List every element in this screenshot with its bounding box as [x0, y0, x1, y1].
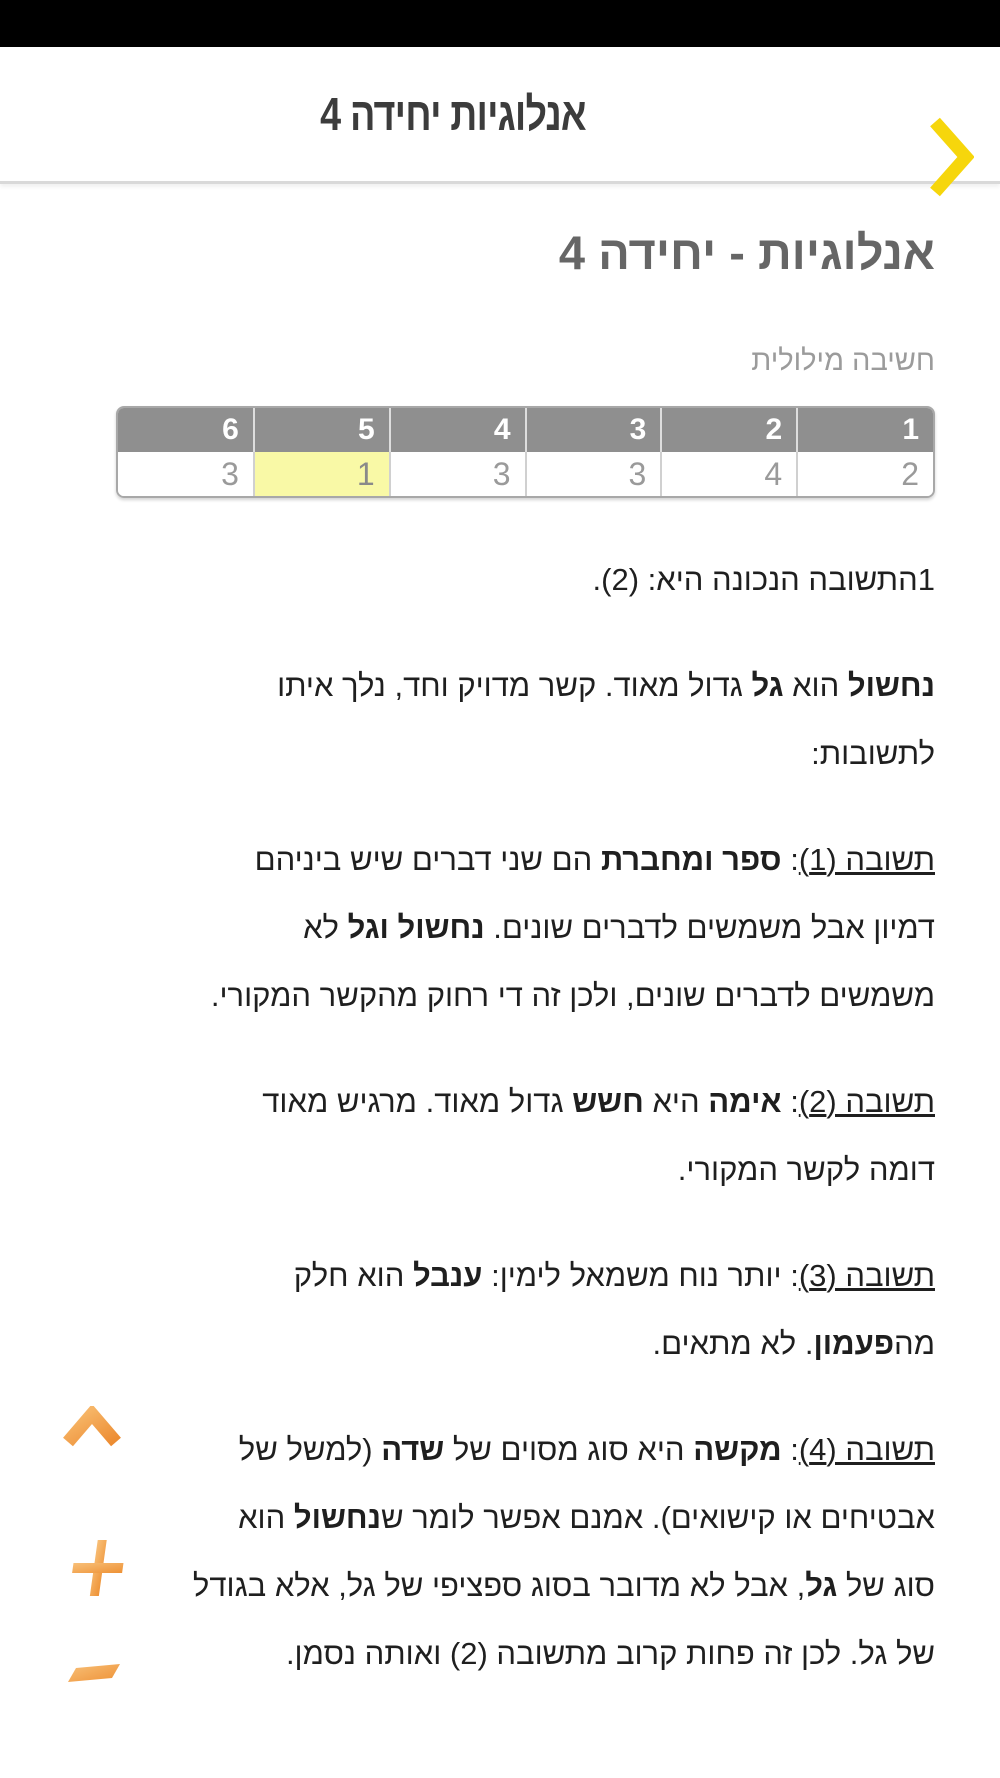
zoom-out-button[interactable]: [62, 1660, 122, 1690]
answer-value-cell: 2: [797, 452, 933, 496]
answer-value-cell: 4: [661, 452, 797, 496]
answer-value-cell: 3: [118, 452, 254, 496]
status-bar: [0, 0, 1000, 47]
solution-paragraph: תשובה (3): יותר נוח משמאל לימין: ענבל הוא חלק מהפעמון. לא מתאים.: [293, 1258, 935, 1361]
question-number-cell[interactable]: 6: [118, 408, 254, 452]
app-header-title-wrap: [0, 47, 905, 181]
solution-paragraph: תשובה (1): ספר ומחברת הם שני דברים שיש ביניהם דמיון אבל משמשים לדברים שונים. נחשול וגל לא משמשים לדברים שונים, ולכן זה די רחוק מהקשר המקורי.: [210, 842, 935, 1013]
solution-paragraph: נחשול הוא גל גדול מאוד. קשר מדויק וחד, נלך איתו לתשובות:: [277, 668, 935, 771]
question-number-cell[interactable]: 3: [526, 408, 662, 452]
answer-value-cell: 3: [390, 452, 526, 496]
question-number-cell[interactable]: 5: [254, 408, 390, 452]
question-number-cell[interactable]: 2: [661, 408, 797, 452]
page-title: אנלוגיות - יחידה 4: [558, 226, 935, 279]
answers-table-value-row: [118, 452, 933, 496]
question-number-cell[interactable]: 1: [797, 408, 933, 452]
solution-paragraph: תשובה (4): מקשה היא סוג מסוים של שדה (למשל של אבטיחים או קישואים). אמנם אפשר לומר שנחשול הוא סוג של גל, אבל לא מדובר בסוג ספציפי של גל, אלא בגודל של גל. לכן זה פחות קרוב מתשובה (2) ואותה נסמן.: [192, 1432, 935, 1671]
chevron-up-icon: [62, 1406, 122, 1448]
main-content: [0, 226, 1000, 1688]
minus-icon: [62, 1660, 122, 1690]
zoom-in-button[interactable]: [70, 1538, 124, 1598]
question-number-cell[interactable]: 4: [390, 408, 526, 452]
plus-icon: [70, 1538, 124, 1598]
scroll-top-button[interactable]: [62, 1406, 122, 1448]
chevron-right-icon: [928, 115, 974, 199]
answers-table-frame: [116, 406, 935, 498]
solution-paragraph: תשובה (2): אימה היא חשש גדול מאוד. מרגיש מאוד דומה לקשר המקורי.: [262, 1084, 935, 1187]
answers-table-header-row: [118, 408, 933, 452]
app-header: [0, 47, 1000, 184]
answer-value-cell-highlighted: 1: [254, 452, 390, 496]
answer-value-cell: 3: [526, 452, 662, 496]
solution-paragraphs: [60, 546, 935, 1688]
solution-paragraph: 1התשובה הנכונה היא: (2).: [592, 562, 935, 597]
answers-table: [118, 408, 933, 496]
page-subtitle: חשיבה מילולית: [751, 345, 935, 377]
app-header-title: אנלוגיות יחידה 4: [319, 88, 586, 140]
back-button[interactable]: [928, 115, 974, 199]
